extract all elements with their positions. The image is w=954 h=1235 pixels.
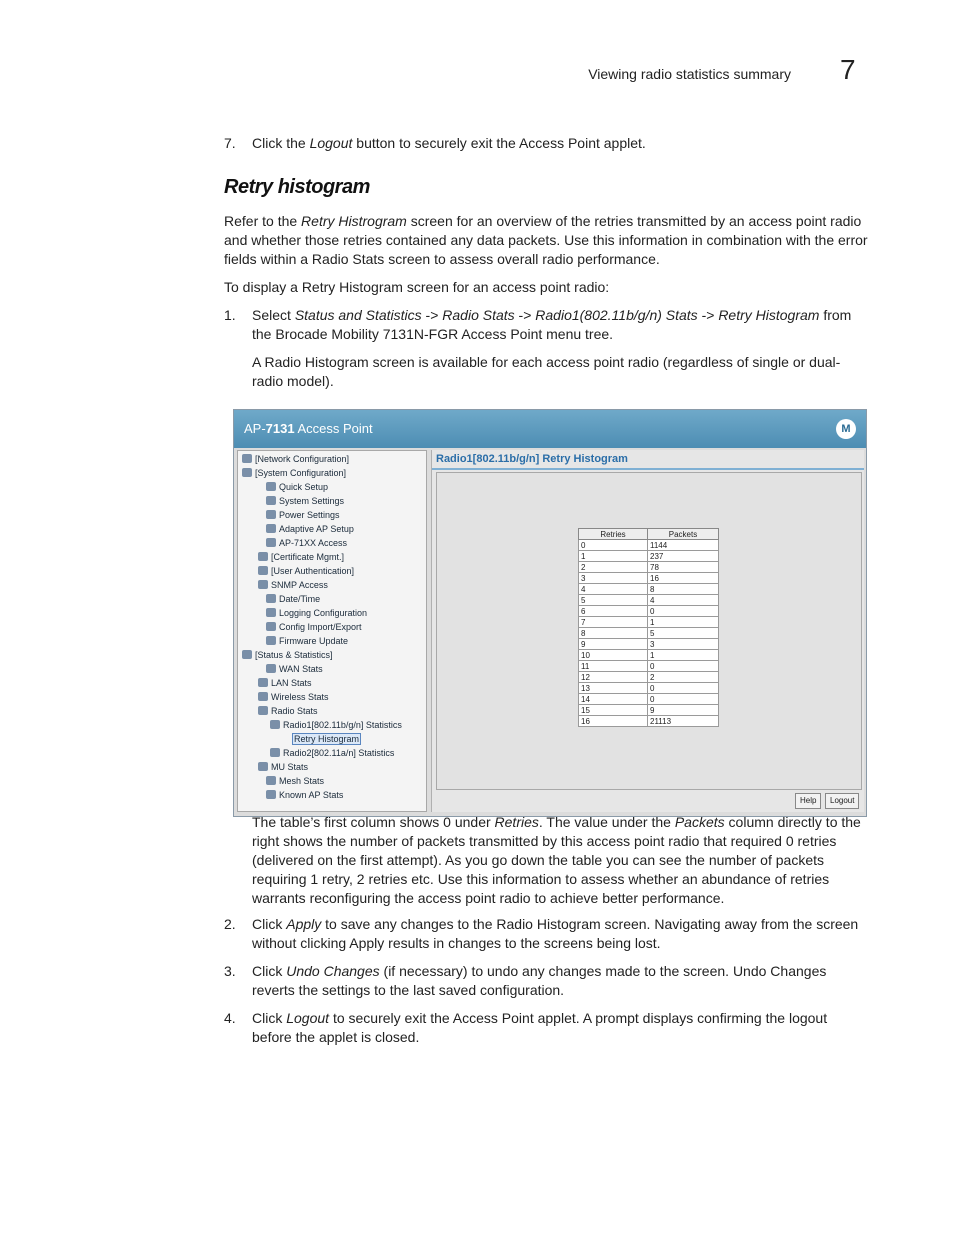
- tree-item-network-configuration[interactable]: [Network Configuration]: [242, 454, 349, 464]
- tree-item-quick-setup[interactable]: Quick Setup: [266, 482, 328, 492]
- table-row: [579, 694, 719, 705]
- snmp-icon: [258, 580, 268, 589]
- retries-cell: 1: [579, 551, 648, 562]
- step-3-text: Click Undo Changes (if necessary) to undo any changes made to the screen. Undo Changes reverts the settings to the last saved configuration.: [252, 963, 827, 998]
- table-row: [579, 716, 719, 727]
- tree-item-radio2-statistics[interactable]: Radio2[802.11a/n] Statistics: [270, 748, 394, 758]
- step-2-number: 2.: [224, 916, 236, 932]
- step-2-text: Click Apply to save any changes to the Radio Histogram screen. Navigating away from the screen without clicking Apply results in changes to the screens being lost.: [252, 916, 859, 951]
- table-row: [579, 650, 719, 661]
- table-row: [579, 683, 719, 694]
- import-export-icon: [266, 622, 276, 631]
- table-row: [579, 617, 719, 628]
- retries-cell: 2: [579, 562, 648, 573]
- step-7-text: Click the Logout button to securely exit the Access Point applet.: [252, 135, 646, 151]
- table-row: [579, 584, 719, 595]
- power-icon: [266, 510, 276, 519]
- clock-icon: [266, 594, 276, 603]
- tree-item-snmp-access[interactable]: SNMP Access: [258, 580, 328, 590]
- content-pane: [431, 450, 864, 812]
- table-row: [579, 595, 719, 606]
- packets-cell: 0: [648, 694, 719, 705]
- table-row: [579, 672, 719, 683]
- retries-cell: 4: [579, 584, 648, 595]
- tree-item-wireless-stats[interactable]: Wireless Stats: [258, 692, 329, 702]
- table-row: [579, 551, 719, 562]
- retries-cell: 16: [579, 716, 648, 727]
- retries-cell: 0: [579, 540, 648, 551]
- retries-cell: 11: [579, 661, 648, 672]
- wireless-icon: [258, 692, 268, 701]
- tree-item-known-ap-stats[interactable]: Known AP Stats: [266, 790, 343, 800]
- help-button[interactable]: Help: [795, 793, 821, 809]
- tree-item-system-settings[interactable]: System Settings: [266, 496, 344, 506]
- table-note: The table’s first column shows 0 under Retries. The value under the Packets column directly to the right shows the number of packets transmitted by this access point radio that required 0 retries (delivered on the first attempt). As you go down the table you can see the number of packets requiring 1 retry, 2 retries etc. Use this information to assess whether an abundance of retries warrants reconfiguring the access point radio to achieve better performance.: [252, 814, 861, 906]
- retry-histogram-screenshot: [233, 409, 867, 817]
- retries-cell: 10: [579, 650, 648, 661]
- section-title: Retry histogram: [224, 176, 370, 198]
- packets-cell: 16: [648, 573, 719, 584]
- step-1-number: 1.: [224, 307, 236, 323]
- retries-cell: 5: [579, 595, 648, 606]
- tree-item-wan-stats[interactable]: WAN Stats: [266, 664, 323, 674]
- tree-item-ap-71xx-access[interactable]: AP-71XX Access: [266, 538, 347, 548]
- tree-item-status-statistics[interactable]: [Status & Statistics]: [242, 650, 333, 660]
- table-row: [579, 661, 719, 672]
- retries-cell: 7: [579, 617, 648, 628]
- tree-item-logging-configuration[interactable]: Logging Configuration: [266, 608, 367, 618]
- tree-item-power-settings[interactable]: Power Settings: [266, 510, 340, 520]
- packets-cell: 237: [648, 551, 719, 562]
- tree-item-retry-histogram[interactable]: Retry Histogram: [294, 734, 360, 744]
- tree-item-mesh-stats[interactable]: Mesh Stats: [266, 776, 324, 786]
- radio-icon: [258, 706, 268, 715]
- settings-icon: [266, 496, 276, 505]
- radio-icon: [270, 720, 280, 729]
- packets-column-header: Packets: [648, 529, 719, 540]
- display-intro: To display a Retry Histogram screen for an access point radio:: [224, 279, 610, 295]
- packets-cell: 0: [648, 661, 719, 672]
- intro-paragraph: Refer to the Retry Histrogram screen for an overview of the retries transmitted by an access point radio and whether those retries contained any data packets. Use this information in combination with the error fields within a Radio Stats screen to assess overall radio performance.: [224, 213, 868, 267]
- retries-cell: 3: [579, 573, 648, 584]
- table-row: [579, 540, 719, 551]
- page-header-title: Viewing radio statistics summary: [588, 66, 791, 82]
- chapter-number: 7: [840, 54, 856, 85]
- stats-icon: [242, 650, 252, 659]
- radio-icon: [270, 748, 280, 757]
- packets-cell: 0: [648, 683, 719, 694]
- step-1-note: A Radio Histogram screen is available for each access point radio (regardless of single or dual-radio model).: [252, 354, 841, 389]
- motorola-logo-icon: M: [836, 419, 856, 439]
- table-row: [579, 639, 719, 650]
- tree-item-user-authentication[interactable]: [User Authentication]: [258, 566, 354, 576]
- retry-histogram-table: [578, 528, 719, 727]
- packets-cell: 3: [648, 639, 719, 650]
- retries-cell: 15: [579, 705, 648, 716]
- user-icon: [258, 566, 268, 575]
- step-3-number: 3.: [224, 963, 236, 979]
- retries-cell: 13: [579, 683, 648, 694]
- known-ap-icon: [266, 790, 276, 799]
- tree-item-adaptive-ap-setup[interactable]: Adaptive AP Setup: [266, 524, 354, 534]
- tree-item-lan-stats[interactable]: LAN Stats: [258, 678, 312, 688]
- logout-button[interactable]: Logout: [825, 793, 859, 809]
- step-7-number: 7.: [224, 135, 236, 151]
- certificate-icon: [258, 552, 268, 561]
- table-row: [579, 606, 719, 617]
- tree-item-firmware-update[interactable]: Firmware Update: [266, 636, 348, 646]
- tree-item-radio-stats[interactable]: Radio Stats: [258, 706, 318, 716]
- retries-cell: 9: [579, 639, 648, 650]
- firmware-icon: [266, 636, 276, 645]
- packets-cell: 1144: [648, 540, 719, 551]
- wan-icon: [266, 664, 276, 673]
- log-icon: [266, 608, 276, 617]
- retries-cell: 14: [579, 694, 648, 705]
- table-row: [579, 562, 719, 573]
- packets-cell: 4: [648, 595, 719, 606]
- system-icon: [242, 468, 252, 477]
- title-divider: [432, 468, 864, 470]
- packets-cell: 1: [648, 650, 719, 661]
- arrow-icon: [266, 482, 276, 491]
- packets-cell: 1: [648, 617, 719, 628]
- menu-tree: [237, 450, 427, 812]
- tree-item-certificate-mgmt[interactable]: [Certificate Mgmt.]: [258, 552, 344, 562]
- retries-cell: 6: [579, 606, 648, 617]
- step-4-text: Click Logout to securely exit the Access Point applet. A prompt displays confirming the logout before the applet is closed.: [252, 1010, 828, 1045]
- tree-item-mu-stats[interactable]: MU Stats: [258, 762, 308, 772]
- step-4-number: 4.: [224, 1010, 236, 1026]
- table-row: [579, 628, 719, 639]
- mesh-icon: [266, 776, 276, 785]
- histogram-panel: [436, 472, 862, 790]
- app-title-bar: [234, 410, 866, 448]
- tree-item-system-configuration[interactable]: [System Configuration]: [242, 468, 346, 478]
- retries-cell: 8: [579, 628, 648, 639]
- table-header-row: [579, 529, 719, 540]
- packets-cell: 8: [648, 584, 719, 595]
- mu-icon: [258, 762, 268, 771]
- access-icon: [266, 538, 276, 547]
- lan-icon: [258, 678, 268, 687]
- packets-cell: 21113: [648, 716, 719, 727]
- tree-item-radio1-statistics[interactable]: Radio1[802.11b/g/n] Statistics: [270, 720, 402, 730]
- packets-cell: 0: [648, 606, 719, 617]
- table-row: [579, 705, 719, 716]
- tree-item-date-time[interactable]: Date/Time: [266, 594, 320, 604]
- adaptive-icon: [266, 524, 276, 533]
- step-1-text: Select Status and Statistics -> Radio Stats -> Radio1(802.11b/g/n) Stats -> Retry Histogram from the Brocade Mobility 7131N-FGR Access Point menu tree.: [252, 307, 852, 342]
- packets-cell: 9: [648, 705, 719, 716]
- table-row: [579, 573, 719, 584]
- panel-title: Radio1[802.11b/g/n] Retry Histogram: [436, 453, 628, 465]
- network-icon: [242, 454, 252, 463]
- retries-column-header: Retries: [579, 529, 648, 540]
- packets-cell: 5: [648, 628, 719, 639]
- app-title: AP-7131 Access Point: [244, 421, 373, 436]
- packets-cell: 78: [648, 562, 719, 573]
- tree-item-config-import-export[interactable]: Config Import/Export: [266, 622, 362, 632]
- retries-cell: 12: [579, 672, 648, 683]
- packets-cell: 2: [648, 672, 719, 683]
